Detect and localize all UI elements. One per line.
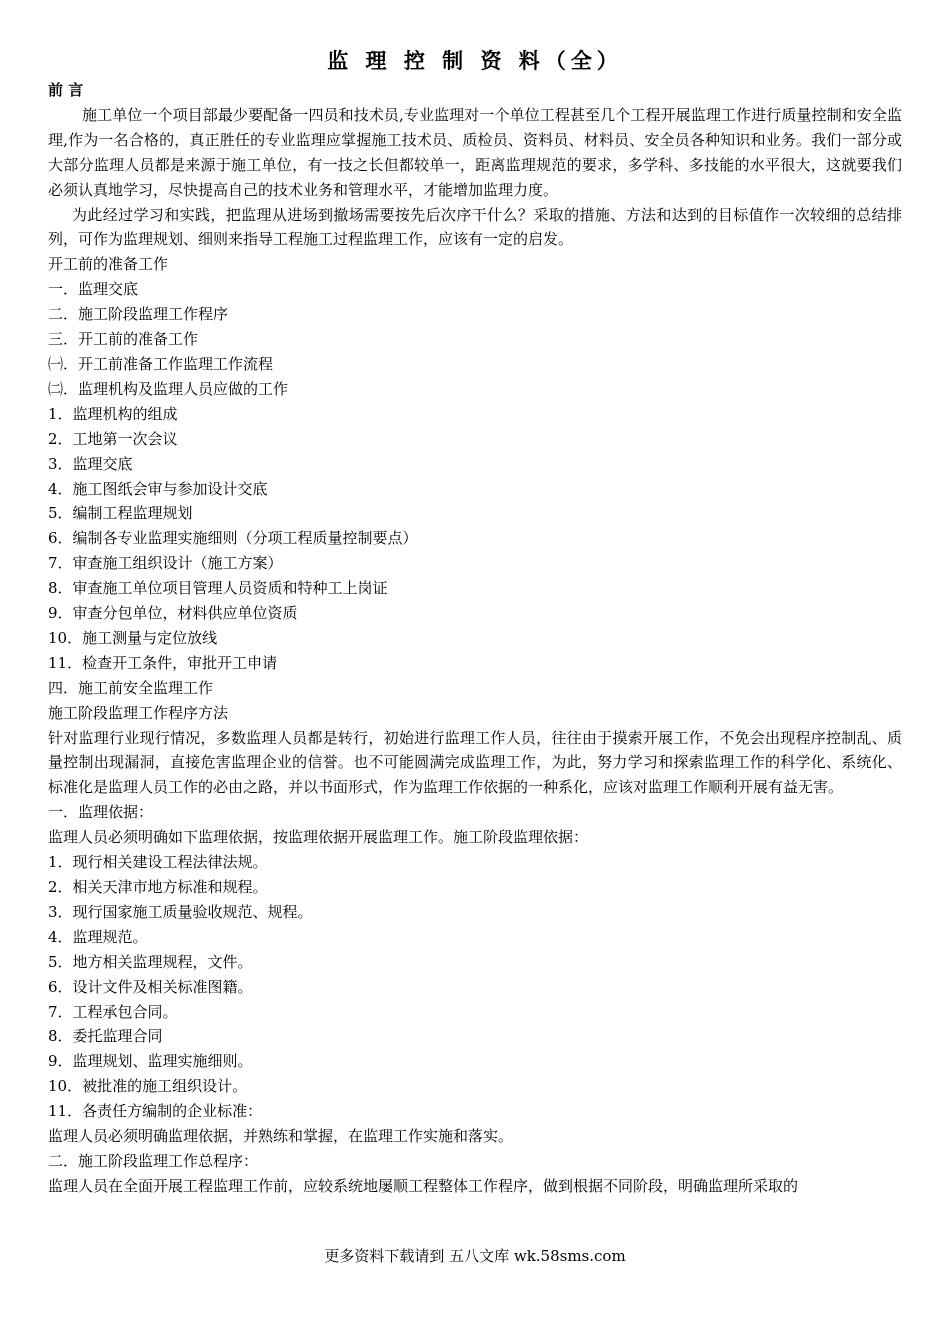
basis-item: 9．监理规划、监理实施细则。 bbox=[48, 1052, 253, 1071]
toc-item: 4．施工图纸会审与参加设计交底 bbox=[48, 479, 268, 498]
basis-item: 2．相关天津市地方标准和规程。 bbox=[48, 878, 268, 896]
toc-item: 7．审查施工组织设计（施工方案） bbox=[48, 554, 283, 573]
basis-item: 11．各责任方编制的企业标准： bbox=[48, 1102, 263, 1121]
toc-list bbox=[48, 252, 902, 725]
basis-heading: 一．监理依据： bbox=[48, 803, 154, 822]
basis-item: 10．被批准的施工组织设计。 bbox=[48, 1077, 248, 1096]
procedure-text: 监理人员在全面开展工程监理工作前，应较系统地屡顺工程整体工作程序，做到根据不同阶段，明确监理所采取的 bbox=[48, 1176, 799, 1195]
basis-intro: 监理人员必须明确如下监理依据，按监理依据开展监理工作。施工阶段监理依据： bbox=[48, 828, 589, 847]
document-page bbox=[48, 44, 902, 1199]
basis-item: 6．设计文件及相关标准图籍。 bbox=[48, 977, 253, 996]
download-footer: 更多资料下载请到 五八文库 wk.58sms.com bbox=[324, 1247, 626, 1265]
section-paragraph: 针对监理行业现行情况，多数监理人员都是转行，初始进行监理工作人员，往往由于摸索开展工作，不免会出现程序控制乱、质量控制出现漏洞，直接危害监理企业的信誉。也不可能圆满完成监理工作，为此，努力学习和探索监理工作的科学化、系统化、标准化是监理人员工作的必由之路，并以书面形式，作为监理工作依据的一种系化，应该对监理工作顺利开展有益无害。 bbox=[48, 728, 902, 797]
preface-heading: 前 言 bbox=[48, 81, 84, 99]
toc-item: 开工前的准备工作 bbox=[48, 255, 169, 274]
preface-paragraph-1: 施工单位一个项目部最少要配备一四员和技术员,专业监理对一个单位工程甚至几个工程开展监理工作进行质量控制和安全监理,作为一名合格的，真正胜任的专业监理应掌握施工技术员、质检员、资料员、材料员、安全员各种知识和业务。我们一部分或大部分监理人员都是来源于施工单位，有一技之长但都较单一，距离监理规范的要求，多学科、多技能的水平很大，这就要我们必须认真地学习，尽快提高自己的技术业务和管理水平，才能增加监理力度。 bbox=[48, 105, 902, 199]
basis-item: 5．地方相关监理规程，文件。 bbox=[48, 952, 253, 971]
basis-item: 1．现行相关建设工程法律法规。 bbox=[48, 853, 268, 872]
toc-item: 一．监理交底 bbox=[48, 280, 139, 299]
basis-item: 7．工程承包合同。 bbox=[48, 1002, 178, 1021]
basis-list bbox=[48, 850, 902, 1124]
toc-item: ㈠．开工前准备工作监理工作流程 bbox=[48, 354, 274, 373]
toc-item: 3．监理交底 bbox=[48, 454, 133, 473]
procedure-heading: 二．施工阶段监理工作总程序： bbox=[48, 1151, 259, 1170]
basis-item: 8．委托监理合同 bbox=[48, 1027, 163, 1046]
basis-item: 3．现行国家施工质量验收规范、规程。 bbox=[48, 902, 313, 921]
basis-item: 4．监理规范。 bbox=[48, 927, 148, 946]
toc-item: 11．检查开工条件，审批开工申请 bbox=[48, 653, 278, 672]
toc-item: 9．审查分包单位，材料供应单位资质 bbox=[48, 604, 298, 623]
toc-item: ㈡．监理机构及监理人员应做的工作 bbox=[48, 379, 289, 398]
preface-paragraph-2: 为此经过学习和实践，把监理从进场到撤场需要按先后次序干什么？采取的措施、方法和达到的目标值作一次较细的总结排列，可作为监理规划、细则来指导工程施工过程监理工作，应该有一定的启发。 bbox=[48, 205, 902, 249]
toc-item: 三．开工前的准备工作 bbox=[48, 330, 199, 349]
toc-item: 6．编制各专业监理实施细则（分项工程质量控制要点） bbox=[48, 529, 418, 548]
toc-item: 二．施工阶段监理工作程序 bbox=[48, 305, 229, 324]
toc-item: 施工阶段监理工作程序方法 bbox=[48, 703, 229, 722]
toc-item: 8．审查施工单位项目管理人员资质和特种工上岗证 bbox=[48, 579, 388, 598]
toc-item: 10．施工测量与定位放线 bbox=[48, 628, 218, 647]
toc-item: 1．监理机构的组成 bbox=[48, 404, 178, 423]
toc-item: 5．编制工程监理规划 bbox=[48, 504, 193, 523]
basis-closing: 监理人员必须明确监理依据，并熟练和掌握，在监理工作实施和落实。 bbox=[48, 1127, 514, 1146]
toc-item: 四．施工前安全监理工作 bbox=[48, 678, 214, 697]
toc-item: 2．工地第一次会议 bbox=[48, 429, 178, 448]
document-title: 监 理 控 制 资 料（全） bbox=[327, 48, 623, 73]
